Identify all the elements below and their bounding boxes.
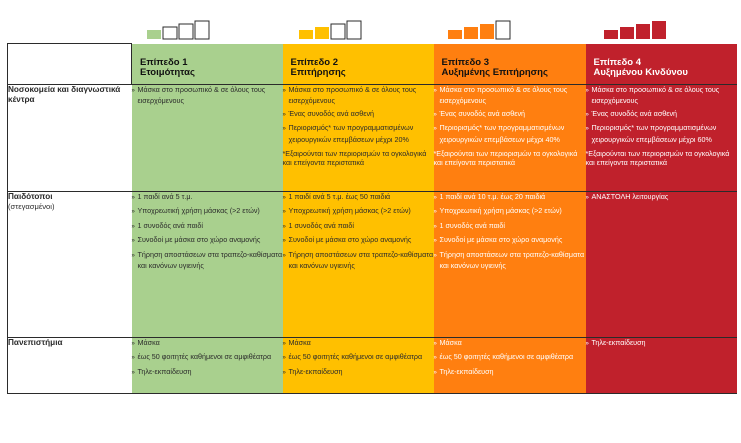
level-bar [496, 21, 510, 39]
measure-list [283, 338, 434, 378]
risk-level-3-icon [447, 20, 515, 40]
measure-item [586, 192, 737, 203]
level-bar [480, 24, 494, 39]
level-bar [147, 30, 161, 39]
bullet-icon: » [433, 195, 437, 201]
bullet-icon: » [433, 369, 437, 376]
level-3-header [434, 44, 586, 85]
measure-text: Συνοδοί με μάσκα στο χώρο αναμονής [288, 235, 412, 245]
bullet-icon: » [131, 238, 135, 245]
row-header [8, 192, 132, 338]
bullet-icon: » [585, 195, 589, 201]
measure-item [283, 235, 434, 246]
measure-item [434, 123, 586, 144]
measure-item [132, 250, 283, 271]
row-hospitals [8, 85, 737, 192]
measure-item [132, 206, 283, 217]
measure-item [434, 206, 586, 217]
measure-item [434, 250, 586, 271]
level-2-number: Επίπεδο 2 [290, 56, 339, 68]
level-3-name: Αυξημένης Επιτήρησης [441, 67, 548, 78]
measure-list [132, 85, 283, 106]
measure-item [283, 85, 434, 106]
measure-text: Ένας συνοδός ανά ασθενή [288, 108, 375, 118]
measure-item [434, 235, 586, 246]
bullet-icon: » [585, 111, 589, 118]
bullet-icon: » [433, 341, 437, 347]
measure-text: Υποχρεωτική χρήση μάσκας (>2 ετών) [288, 206, 411, 216]
measure-item [283, 221, 434, 232]
level-2-header [283, 44, 434, 85]
measure-cell [586, 192, 737, 338]
corner-cell [8, 44, 132, 85]
measure-item [132, 235, 283, 246]
level-bar [652, 21, 666, 39]
measure-item [132, 192, 283, 203]
bullet-icon: » [131, 195, 135, 201]
exception-note: *Εξαιρούνται των περιορισμών τα ογκολογικά και επείγοντα περιστατικά [433, 149, 578, 168]
bullet-icon: » [585, 88, 589, 94]
measure-item [434, 192, 586, 203]
measure-item [132, 367, 283, 378]
measure-item [434, 221, 586, 232]
measure-text: Περιορισμός* των προγραμματισμένων χειρουργικών επεμβάσεων μέχρι 20% [288, 123, 414, 144]
measure-cell [586, 85, 737, 192]
row-subtitle: (στεγασμένοι) [8, 202, 55, 211]
risk-level-2-icon [298, 20, 366, 40]
exception-note: *Εξαιρούνται των περιορισμών τα ογκολογικά και επείγοντα περιστατικά [282, 149, 427, 168]
level-bar [464, 27, 478, 39]
measure-text: έως 50 φοιτητές καθήμενοι σε αμφιθέατρα [137, 352, 272, 362]
measure-text: Μάσκα στο προσωπικό & σε όλους τους εισερχόμενους [137, 85, 266, 106]
bullet-icon: » [433, 111, 437, 118]
measure-cell [434, 192, 586, 338]
bullet-icon: » [282, 88, 286, 94]
bullet-icon: » [131, 369, 135, 376]
measure-list [586, 192, 737, 203]
measure-list [586, 338, 737, 349]
bullet-icon: » [131, 355, 135, 362]
measure-list [434, 338, 586, 378]
measure-text: Μάσκα στο προσωπικό & σε όλους τους εισερχόμενους [439, 85, 568, 106]
measure-text: έως 50 φοιτητές καθήμενοι σε αμφιθέατρα [439, 352, 574, 362]
measure-text: ΑΝΑΣΤΟΛΗ λειτουργίας [591, 192, 669, 201]
bullet-icon: » [282, 111, 286, 118]
level-bar [347, 21, 361, 39]
bullet-icon: » [282, 341, 286, 347]
measure-item [283, 192, 434, 203]
measure-list [434, 192, 586, 270]
bullet-icon: » [131, 341, 135, 347]
measure-cell [283, 192, 434, 338]
measure-list [132, 192, 283, 270]
row-title: Παιδότοποι [8, 192, 53, 201]
bullet-icon: » [131, 88, 135, 94]
measure-text: Υποχρεωτική χρήση μάσκας (>2 ετών) [439, 206, 562, 216]
measure-item [132, 85, 283, 106]
measure-item [283, 250, 434, 271]
measure-item [283, 367, 434, 378]
bullet-icon: » [282, 195, 286, 201]
bullet-icon: » [433, 252, 437, 259]
measure-list [586, 85, 737, 144]
bullet-icon: » [433, 126, 437, 133]
level-bar [299, 30, 313, 39]
measure-text: Μάσκα στο προσωπικό & σε όλους τους εισερχόμενους [591, 85, 720, 106]
level-bar [179, 24, 193, 39]
measure-list [434, 85, 586, 144]
measure-item [132, 352, 283, 363]
level-4-name: Αυξημένου Κινδύνου [593, 67, 688, 78]
level-bar [163, 27, 177, 39]
measure-text: έως 50 φοιτητές καθήμενοι σε αμφιθέατρα [288, 352, 423, 362]
measure-item [586, 123, 737, 144]
bullet-icon: » [433, 238, 437, 245]
measure-item [434, 85, 586, 106]
bullet-icon: » [131, 252, 135, 259]
bullet-icon: » [433, 223, 437, 230]
bullet-icon: » [282, 209, 286, 216]
bullet-icon: » [131, 223, 135, 230]
bullet-icon: » [585, 126, 589, 133]
level-3-number: Επίπεδο 3 [441, 56, 490, 68]
bullet-icon: » [282, 238, 286, 245]
measure-list [132, 338, 283, 378]
measure-item [132, 221, 283, 232]
level-1-number: Επίπεδο 1 [140, 56, 188, 68]
level-bar [331, 24, 345, 39]
measure-item [283, 123, 434, 144]
measure-text: Μάσκα [288, 338, 311, 347]
level-4-number: Επίπεδο 4 [593, 56, 642, 68]
bullet-icon: » [433, 88, 437, 94]
row-title: Πανεπιστήμια [8, 338, 63, 347]
level-bar [315, 27, 329, 39]
risk-level-icons [0, 12, 741, 42]
measure-cell [132, 192, 283, 338]
measure-text: Μάσκα [137, 338, 160, 347]
level-bar [448, 30, 462, 39]
measure-text: Τηλε-εκπαίδευση [288, 366, 343, 376]
measure-item [283, 352, 434, 363]
measure-list [283, 85, 434, 144]
measure-item [434, 109, 586, 120]
measure-item [434, 352, 586, 363]
measure-text: Μάσκα στο προσωπικό & σε όλους τους εισερχόμενους [288, 85, 417, 106]
row-header [8, 338, 132, 394]
measure-item [283, 109, 434, 120]
bullet-icon: » [433, 355, 437, 362]
measure-cell [434, 85, 586, 192]
exception-note: *Εξαιρούνται των περιορισμών τα ογκολογικά και επείγοντα περιστατικά [585, 149, 730, 168]
measure-text: Ένας συνοδός ανά ασθενή [591, 108, 678, 118]
bullet-icon: » [585, 341, 589, 347]
level-header-row [8, 44, 737, 85]
measure-text: 1 συνοδός ανά παιδί [288, 220, 355, 230]
measure-text: Τήρηση αποστάσεων στα τραπεζο-καθίσματα και κανόνων υγιεινής [137, 249, 283, 271]
level-bar [620, 27, 634, 39]
measure-text: Συνοδοί με μάσκα στο χώρο αναμονής [137, 235, 261, 245]
level-bar [636, 24, 650, 39]
measure-item [132, 338, 283, 349]
measure-item [434, 367, 586, 378]
measure-item [283, 206, 434, 217]
measure-cell [132, 338, 283, 394]
row-header [8, 85, 132, 192]
measure-text: Περιορισμός* των προγραμματισμένων χειρουργικών επεμβάσεων μέχρι 40% [439, 123, 565, 144]
measure-list [283, 192, 434, 270]
level-4-header [586, 44, 737, 85]
measure-cell [132, 85, 283, 192]
measure-text: 1 συνοδός ανά παιδί [439, 220, 506, 230]
measure-cell [283, 338, 434, 394]
measures-table [7, 43, 737, 394]
row-universities [8, 338, 737, 394]
risk-level-4-icon [603, 20, 671, 40]
measure-text: Τηλε-εκπαίδευση [591, 338, 646, 347]
bullet-icon: » [282, 223, 286, 230]
measure-text: Ένας συνοδός ανά ασθενή [439, 108, 526, 118]
bullet-icon: » [282, 355, 286, 362]
row-playgrounds [8, 192, 737, 338]
measure-text: Συνοδοί με μάσκα στο χώρο αναμονής [439, 235, 563, 245]
level-bar [195, 21, 209, 39]
measure-text: Τηλε-εκπαίδευση [137, 366, 192, 376]
measure-text: 1 συνοδός ανά παιδί [137, 220, 204, 230]
risk-level-1-icon [146, 20, 214, 40]
bullet-icon: » [131, 209, 135, 216]
measure-text: Τήρηση αποστάσεων στα τραπεζο-καθίσματα και κανόνων υγιεινής [288, 249, 434, 271]
level-2-name: Επιτήρησης [290, 67, 346, 78]
measure-text: Τήρηση αποστάσεων στα τραπεζο-καθίσματα και κανόνων υγιεινής [439, 249, 585, 271]
measure-text: Μάσκα [439, 338, 462, 347]
row-title: Νοσοκομεία και διαγνωστικά κέντρα [8, 85, 121, 104]
measure-text: 1 παιδί ανά 5 τ.μ. έως 50 παιδιά [288, 192, 391, 201]
bullet-icon: » [433, 209, 437, 216]
measure-item [586, 338, 737, 349]
measure-text: 1 παιδί ανά 5 τ.μ. [137, 192, 193, 201]
level-1-header [132, 44, 283, 85]
measure-cell [283, 85, 434, 192]
measure-item [283, 338, 434, 349]
measure-item [586, 109, 737, 120]
measure-cell [586, 338, 737, 394]
measure-item [434, 338, 586, 349]
measure-cell [434, 338, 586, 394]
measure-text: Υποχρεωτική χρήση μάσκας (>2 ετών) [137, 206, 260, 216]
measure-text: Περιορισμός* των προγραμματισμένων χειρουργικών επεμβάσεων μέχρι 60% [591, 123, 717, 144]
measure-item [586, 85, 737, 106]
bullet-icon: » [282, 126, 286, 133]
measure-text: 1 παιδί ανά 10 τ.μ. έως 20 παιδιά [439, 192, 546, 201]
level-1-name: Ετοιμότητας [140, 67, 195, 78]
measure-text: Τηλε-εκπαίδευση [439, 366, 494, 376]
level-bar [604, 30, 618, 39]
bullet-icon: » [282, 369, 286, 376]
bullet-icon: » [282, 252, 286, 259]
